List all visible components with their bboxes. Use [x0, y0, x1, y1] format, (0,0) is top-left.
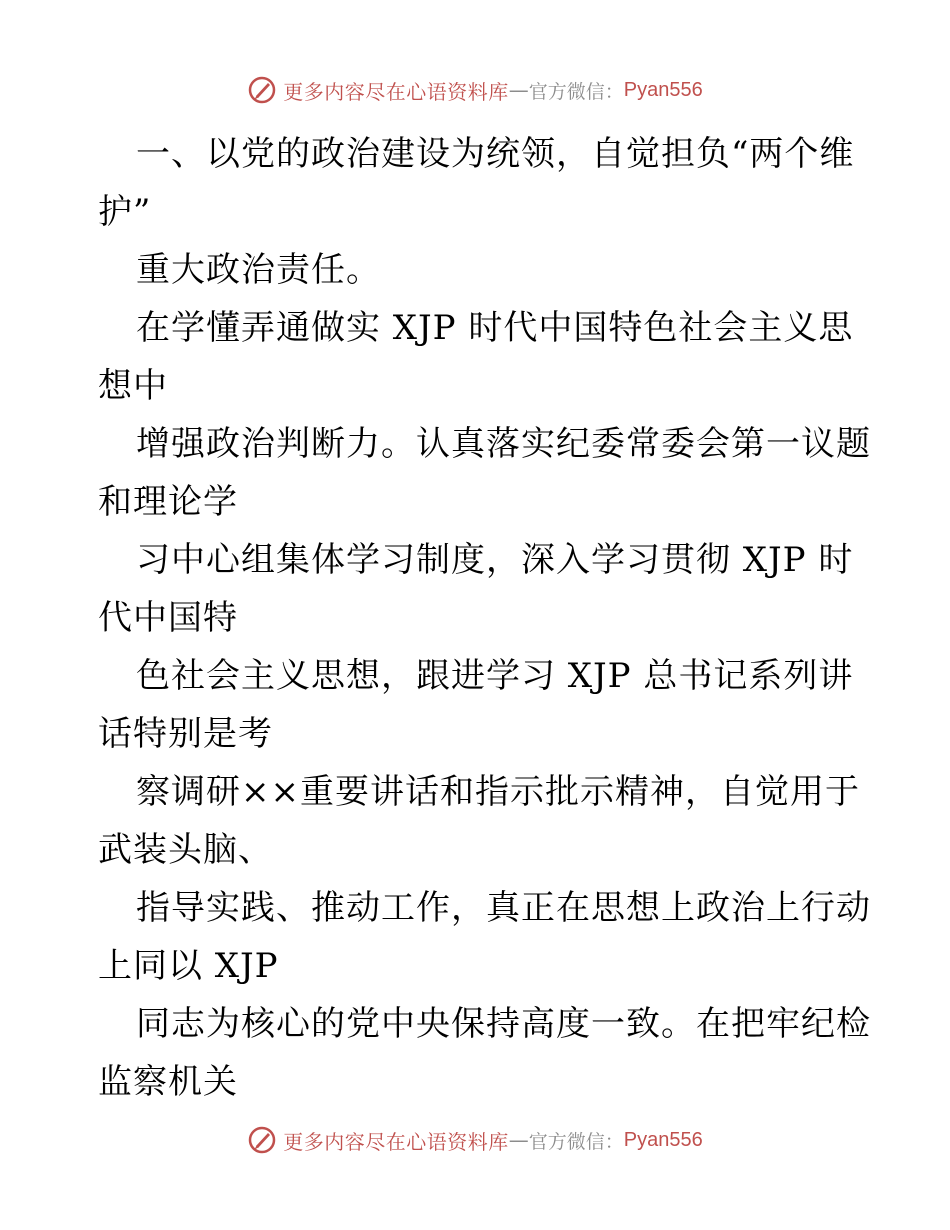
paragraph-1	[98, 125, 858, 241]
text-line: 和理论学	[98, 482, 238, 522]
paragraph-6	[98, 647, 858, 763]
paragraph-2	[98, 241, 858, 299]
banner-wechat-id: Pyan556	[623, 78, 703, 101]
text-line: 护”	[98, 192, 152, 232]
text-line: 指导实践、推动工作，真正在思想上政治上行动	[136, 888, 871, 928]
paragraph-3	[98, 299, 858, 415]
banner-title: 更多内容尽在心语资料库	[283, 79, 509, 104]
paragraph-9	[98, 995, 871, 1111]
banner-title: 更多内容尽在心语资料库	[283, 1129, 509, 1154]
banner-dash: —	[508, 78, 529, 102]
text-line: 武装头脑、	[98, 830, 273, 870]
text-line: 在学懂弄通做实 XJP 时代中国特色社会主义思	[136, 308, 854, 348]
text-line: 想中	[98, 366, 168, 406]
banner-wechat-id: Pyan556	[623, 1128, 703, 1151]
text-line: 一、以党的政治建设为统领，自觉担负“两个维	[136, 134, 855, 174]
document-body	[98, 125, 871, 1111]
text-line: 上同以 XJP	[98, 946, 279, 986]
quill-pen-circle-icon	[247, 1125, 277, 1155]
header-watermark-banner	[0, 70, 950, 110]
text-line: 增强政治判断力。认真落实纪委常委会第一议题	[136, 424, 871, 464]
text-line: 习中心组集体学习制度，深入学习贯彻 XJP 时	[136, 540, 854, 580]
text-line: 重大政治责任。	[136, 250, 381, 290]
text-line: 话特别是考	[98, 714, 273, 754]
quill-pen-circle-icon	[247, 75, 277, 105]
banner-wechat-label: 官方微信：	[528, 1130, 624, 1153]
text-line: 监察机关	[98, 1062, 238, 1102]
banner-dash: —	[508, 1128, 529, 1152]
text-line: 代中国特	[98, 598, 238, 638]
paragraph-5	[98, 531, 858, 647]
text-line: 同志为核心的党中央保持高度一致。在把牢纪检	[136, 1004, 871, 1044]
text-line: 色社会主义思想，跟进学习 XJP 总书记系列讲	[136, 656, 854, 696]
paragraph-8	[98, 879, 871, 995]
paragraph-7	[98, 763, 858, 879]
text-line: 察调研××重要讲话和指示批示精神，自觉用于	[136, 772, 860, 812]
footer-watermark-banner	[0, 1120, 950, 1160]
banner-wechat-label: 官方微信：	[528, 80, 624, 103]
paragraph-4	[98, 415, 871, 531]
